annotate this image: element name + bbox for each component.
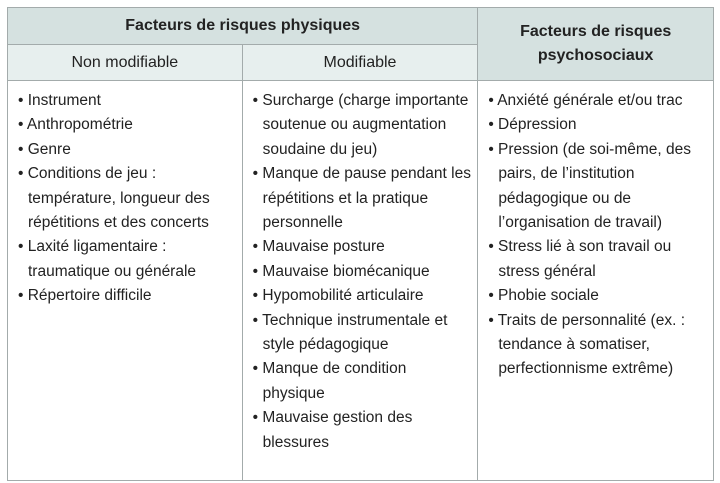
- list-item: • Hypomobilité articulaire: [253, 284, 472, 308]
- list-item: • Laxité ligamentaire : traumatique ou générale: [18, 235, 236, 284]
- list-item: • Conditions de jeu : température, longueur des répétitions et des concerts: [18, 162, 236, 235]
- risk-factors-table: [7, 7, 714, 481]
- list-item: • Mauvaise biomécanique: [253, 260, 472, 284]
- header-psychosocial: Facteurs de risques psychosociaux: [478, 8, 714, 81]
- list-item: • Mauvaise gestion des blessures: [253, 406, 472, 455]
- list-item: • Traits de personnalité (ex. : tendance à somatiser, perfectionnisme extrême): [488, 309, 707, 382]
- list-item: • Phobie sociale: [488, 284, 707, 308]
- header-modifiable: Modifiable: [242, 45, 478, 81]
- list-item: • Technique instrumentale et style pédagogique: [253, 309, 472, 358]
- list-item: • Surcharge (charge importante soutenue ou augmentation soudaine du jeu): [253, 89, 472, 162]
- list-item: • Dépression: [488, 113, 707, 137]
- list-item: • Mauvaise posture: [253, 235, 472, 259]
- non-modifiable-cell: [8, 81, 243, 481]
- list-item: • Manque de pause pendant les répétitions et la pratique personnelle: [253, 162, 472, 235]
- modifiable-cell: [242, 81, 478, 481]
- header-non-modifiable: Non modifiable: [8, 45, 243, 81]
- list-item: • Répertoire difficile: [18, 284, 236, 308]
- psychosocial-cell: [478, 81, 714, 481]
- header-physical: Facteurs de risques physiques: [8, 8, 478, 45]
- list-item: • Stress lié à son travail ou stress général: [488, 235, 707, 284]
- list-item: • Manque de condition physique: [253, 357, 472, 406]
- list-item: • Anxiété générale et/ou trac: [488, 89, 707, 113]
- list-item: • Anthropométrie: [18, 113, 236, 137]
- list-item: • Pression (de soi-même, des pairs, de l’institution pédagogique ou de l’organisation de travail): [488, 138, 707, 236]
- list-item: • Instrument: [18, 89, 236, 113]
- list-item: • Genre: [18, 138, 236, 162]
